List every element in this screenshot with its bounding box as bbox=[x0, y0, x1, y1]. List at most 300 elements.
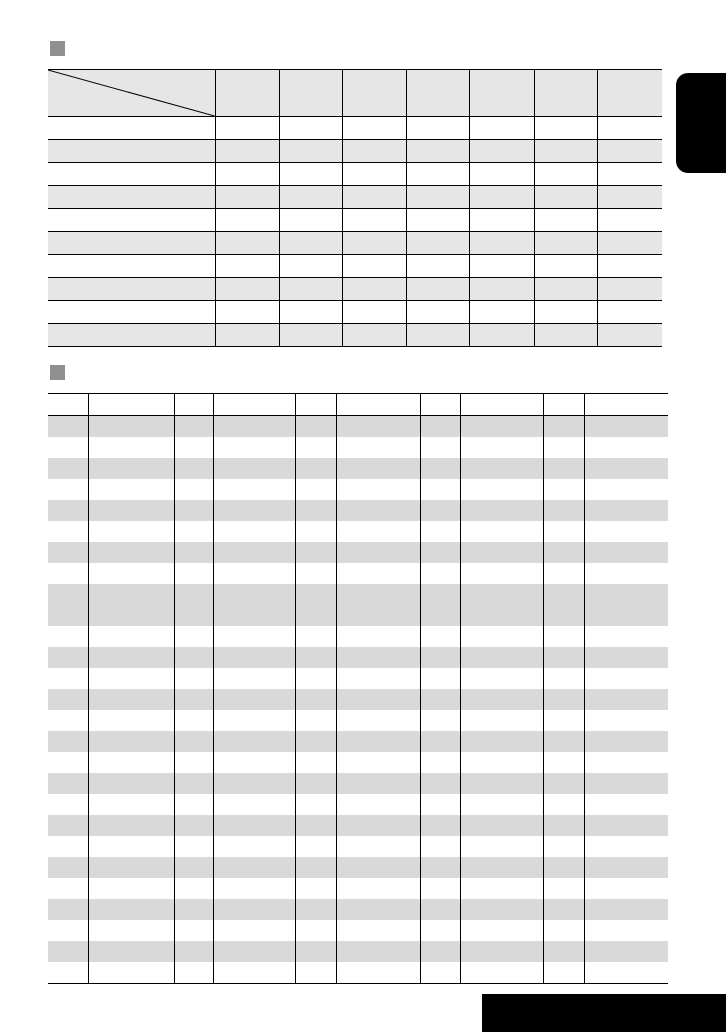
code-table-row bbox=[48, 563, 668, 584]
spec-table-cell bbox=[406, 163, 469, 186]
code-table-cell bbox=[336, 731, 420, 752]
code-table-row bbox=[48, 542, 668, 563]
code-table-cell bbox=[420, 416, 460, 438]
code-table-cell bbox=[174, 458, 213, 479]
code-table-cell bbox=[584, 416, 668, 438]
code-table-cell bbox=[336, 647, 420, 668]
code-table-cell bbox=[584, 731, 668, 752]
code-table-cell bbox=[48, 962, 88, 984]
code-table-cell bbox=[48, 500, 88, 521]
spec-table-cell bbox=[279, 278, 342, 301]
code-table-cell bbox=[88, 773, 174, 794]
code-table-cell bbox=[336, 710, 420, 731]
code-table-cell bbox=[460, 689, 543, 710]
code-table-cell bbox=[336, 962, 420, 984]
code-table-cell bbox=[213, 962, 295, 984]
code-table-cell bbox=[460, 710, 543, 731]
code-table-cell bbox=[584, 689, 668, 710]
code-table-cell bbox=[543, 941, 584, 962]
spec-table-cell bbox=[469, 278, 534, 301]
code-table-cell bbox=[543, 710, 584, 731]
code-table-cell bbox=[584, 815, 668, 836]
code-table-row bbox=[48, 500, 668, 521]
code-table-cell bbox=[88, 458, 174, 479]
code-table-cell bbox=[213, 500, 295, 521]
code-header-cell bbox=[295, 394, 336, 416]
code-table-cell bbox=[88, 479, 174, 500]
code-table-cell bbox=[88, 815, 174, 836]
code-table-cell bbox=[48, 731, 88, 752]
code-table-header bbox=[48, 394, 668, 416]
spec-table-cell bbox=[406, 209, 469, 232]
spec-table-cell bbox=[406, 117, 469, 140]
code-table-cell bbox=[213, 878, 295, 899]
code-table-cell bbox=[174, 647, 213, 668]
code-table-cell bbox=[174, 920, 213, 941]
code-table-cell bbox=[48, 563, 88, 584]
code-table-row bbox=[48, 584, 668, 626]
code-table-cell bbox=[584, 563, 668, 584]
code-table-cell bbox=[48, 710, 88, 731]
spec-table-cell bbox=[342, 209, 406, 232]
spec-table-cell bbox=[279, 140, 342, 163]
code-table-cell bbox=[213, 437, 295, 458]
code-table-cell bbox=[295, 941, 336, 962]
code-table-cell bbox=[336, 584, 420, 626]
code-table-row bbox=[48, 416, 668, 438]
code-table-row bbox=[48, 647, 668, 668]
code-table-row bbox=[48, 752, 668, 773]
spec-table-cell bbox=[597, 117, 662, 140]
code-table-row bbox=[48, 479, 668, 500]
code-table-cell bbox=[460, 668, 543, 689]
code-table-cell bbox=[174, 752, 213, 773]
spec-table-cell bbox=[48, 232, 215, 255]
spec-table-row bbox=[48, 278, 662, 301]
spec-table-cell bbox=[48, 301, 215, 324]
code-table-row bbox=[48, 668, 668, 689]
code-table-cell bbox=[460, 647, 543, 668]
code-table-cell bbox=[460, 416, 543, 438]
code-table-cell bbox=[213, 521, 295, 542]
code-table-cell bbox=[336, 521, 420, 542]
code-table-cell bbox=[543, 857, 584, 878]
code-table-row bbox=[48, 794, 668, 815]
code-table-cell bbox=[584, 626, 668, 647]
spec-table-cell bbox=[534, 117, 597, 140]
spec-table-cell bbox=[406, 278, 469, 301]
code-table-cell bbox=[88, 521, 174, 542]
code-table-cell bbox=[336, 626, 420, 647]
spec-table-cell bbox=[469, 255, 534, 278]
code-table-cell bbox=[48, 836, 88, 857]
spec-table-cell bbox=[48, 117, 215, 140]
code-table-row bbox=[48, 710, 668, 731]
code-table-cell bbox=[174, 626, 213, 647]
code-table-cell bbox=[543, 458, 584, 479]
spec-table-cell bbox=[406, 255, 469, 278]
spec-table-cell bbox=[406, 140, 469, 163]
code-header-cell bbox=[88, 394, 174, 416]
spec-table-cell bbox=[215, 255, 279, 278]
code-table-cell bbox=[48, 941, 88, 962]
code-table-cell bbox=[336, 836, 420, 857]
spec-table-cell bbox=[597, 255, 662, 278]
code-table-cell bbox=[460, 899, 543, 920]
code-table-cell bbox=[213, 668, 295, 689]
code-table-cell bbox=[543, 479, 584, 500]
code-table-cell bbox=[460, 920, 543, 941]
code-table-cell bbox=[295, 584, 336, 626]
code-table-cell bbox=[460, 836, 543, 857]
code-table-cell bbox=[174, 437, 213, 458]
code-table-cell bbox=[213, 920, 295, 941]
code-table-row bbox=[48, 962, 668, 984]
code-table-row bbox=[48, 920, 668, 941]
code-table-row bbox=[48, 941, 668, 962]
code-table-cell bbox=[295, 479, 336, 500]
code-table-cell bbox=[213, 689, 295, 710]
code-table-cell bbox=[543, 584, 584, 626]
code-table-cell bbox=[420, 836, 460, 857]
code-table-cell bbox=[543, 899, 584, 920]
code-table-cell bbox=[174, 584, 213, 626]
code-header-cell bbox=[543, 394, 584, 416]
code-table-cell bbox=[88, 563, 174, 584]
spec-table-cell bbox=[342, 278, 406, 301]
code-table-cell bbox=[336, 899, 420, 920]
code-table-cell bbox=[295, 500, 336, 521]
code-table-cell bbox=[336, 752, 420, 773]
code-table-cell bbox=[420, 752, 460, 773]
code-table-cell bbox=[88, 857, 174, 878]
spec-table-cell bbox=[469, 232, 534, 255]
spec-table-cell bbox=[279, 255, 342, 278]
code-table-cell bbox=[295, 458, 336, 479]
code-table-cell bbox=[174, 941, 213, 962]
code-table-cell bbox=[336, 542, 420, 563]
code-table-cell bbox=[213, 836, 295, 857]
code-table-cell bbox=[420, 710, 460, 731]
code-table-cell bbox=[48, 458, 88, 479]
spec-table-cell bbox=[342, 117, 406, 140]
code-table-cell bbox=[584, 710, 668, 731]
code-table-cell bbox=[295, 731, 336, 752]
code-table-cell bbox=[420, 668, 460, 689]
spec-table-cell bbox=[215, 278, 279, 301]
code-table-cell bbox=[48, 647, 88, 668]
code-table-cell bbox=[420, 689, 460, 710]
spec-table-cell bbox=[279, 232, 342, 255]
spec-table-cell bbox=[342, 232, 406, 255]
code-table-cell bbox=[295, 542, 336, 563]
spec-table-cell bbox=[48, 209, 215, 232]
code-table-cell bbox=[460, 941, 543, 962]
code-table-cell bbox=[295, 899, 336, 920]
code-table-cell bbox=[48, 878, 88, 899]
code-table-cell bbox=[336, 773, 420, 794]
code-table-cell bbox=[584, 500, 668, 521]
code-table-cell bbox=[295, 836, 336, 857]
code-table-cell bbox=[460, 626, 543, 647]
spec-header-cell bbox=[406, 70, 469, 117]
spec-table-row bbox=[48, 301, 662, 324]
code-table-cell bbox=[88, 794, 174, 815]
code-table-cell bbox=[420, 479, 460, 500]
spec-table-cell bbox=[48, 324, 215, 347]
code-table-cell bbox=[88, 752, 174, 773]
code-table-cell bbox=[213, 416, 295, 438]
code-table-cell bbox=[420, 731, 460, 752]
code-table-cell bbox=[460, 878, 543, 899]
code-table-cell bbox=[420, 626, 460, 647]
code-table-cell bbox=[420, 941, 460, 962]
code-table-cell bbox=[420, 815, 460, 836]
code-table-cell bbox=[213, 731, 295, 752]
code-table-cell bbox=[174, 416, 213, 438]
code-table-cell bbox=[336, 563, 420, 584]
spec-table-cell bbox=[534, 255, 597, 278]
spec-table-cell bbox=[534, 232, 597, 255]
code-table-cell bbox=[174, 563, 213, 584]
spec-table-cell bbox=[469, 186, 534, 209]
code-table-cell bbox=[88, 731, 174, 752]
code-table-cell bbox=[584, 521, 668, 542]
spec-table-cell bbox=[48, 255, 215, 278]
language-side-tab bbox=[676, 73, 726, 173]
code-table-cell bbox=[174, 815, 213, 836]
code-table-cell bbox=[336, 416, 420, 438]
code-table-cell bbox=[295, 794, 336, 815]
code-table-cell bbox=[584, 899, 668, 920]
code-table-cell bbox=[584, 920, 668, 941]
code-table-cell bbox=[460, 794, 543, 815]
code-table-cell bbox=[584, 458, 668, 479]
code-table-cell bbox=[48, 668, 88, 689]
code-table-cell bbox=[336, 815, 420, 836]
code-table-cell bbox=[88, 710, 174, 731]
code-table-cell bbox=[48, 479, 88, 500]
spec-table-cell bbox=[48, 186, 215, 209]
spec-table-row bbox=[48, 117, 662, 140]
code-table-cell bbox=[88, 878, 174, 899]
code-table-cell bbox=[295, 962, 336, 984]
spec-table-cell bbox=[279, 301, 342, 324]
code-table-cell bbox=[88, 626, 174, 647]
spec-table-cell bbox=[215, 232, 279, 255]
code-table-cell bbox=[460, 542, 543, 563]
code-table-cell bbox=[460, 815, 543, 836]
code-table-cell bbox=[48, 773, 88, 794]
spec-table-cell bbox=[215, 301, 279, 324]
code-table-cell bbox=[213, 458, 295, 479]
code-table-cell bbox=[420, 437, 460, 458]
code-table-cell bbox=[88, 689, 174, 710]
code-table-row bbox=[48, 731, 668, 752]
code-table-cell bbox=[48, 542, 88, 563]
spec-table-cell bbox=[469, 140, 534, 163]
code-table-cell bbox=[543, 500, 584, 521]
code-table-cell bbox=[584, 773, 668, 794]
code-table-row bbox=[48, 815, 668, 836]
spec-table-cell bbox=[406, 324, 469, 347]
spec-table-cell bbox=[215, 163, 279, 186]
spec-table-cell bbox=[342, 140, 406, 163]
code-table-cell bbox=[48, 521, 88, 542]
code-table-cell bbox=[543, 815, 584, 836]
spec-header-cell bbox=[215, 70, 279, 117]
code-table-cell bbox=[295, 521, 336, 542]
code-table-cell bbox=[88, 647, 174, 668]
code-table-cell bbox=[584, 857, 668, 878]
code-table-cell bbox=[543, 731, 584, 752]
spec-table-cell bbox=[597, 324, 662, 347]
code-table-cell bbox=[460, 731, 543, 752]
spec-table-cell bbox=[597, 301, 662, 324]
code-table-cell bbox=[420, 773, 460, 794]
spec-table-cell bbox=[279, 209, 342, 232]
spec-table-cell bbox=[406, 232, 469, 255]
code-table-cell bbox=[295, 710, 336, 731]
code-table-cell bbox=[174, 542, 213, 563]
code-table-cell bbox=[336, 794, 420, 815]
spec-table-row bbox=[48, 324, 662, 347]
code-table-cell bbox=[48, 815, 88, 836]
code-header-cell bbox=[213, 394, 295, 416]
code-table-cell bbox=[543, 689, 584, 710]
code-table-cell bbox=[336, 920, 420, 941]
code-table-cell bbox=[295, 563, 336, 584]
spec-table-cell bbox=[48, 140, 215, 163]
code-table-cell bbox=[213, 563, 295, 584]
code-header-cell bbox=[460, 394, 543, 416]
spec-header-cell bbox=[279, 70, 342, 117]
code-table-cell bbox=[295, 668, 336, 689]
code-table-cell bbox=[460, 584, 543, 626]
code-table-cell bbox=[213, 941, 295, 962]
spec-table-cell bbox=[279, 117, 342, 140]
code-table-cell bbox=[420, 857, 460, 878]
spec-table-cell bbox=[48, 163, 215, 186]
spec-table-cell bbox=[534, 278, 597, 301]
code-table-cell bbox=[213, 752, 295, 773]
code-table-cell bbox=[48, 689, 88, 710]
spec-table-cell bbox=[534, 301, 597, 324]
page-number-tab bbox=[482, 994, 726, 1032]
spec-table-cell bbox=[215, 209, 279, 232]
spec-table-row bbox=[48, 163, 662, 186]
code-table-cell bbox=[88, 500, 174, 521]
spec-table-row bbox=[48, 232, 662, 255]
code-table-cell bbox=[88, 899, 174, 920]
spec-header-cell bbox=[597, 70, 662, 117]
code-table-cell bbox=[584, 962, 668, 984]
spec-table-cell bbox=[279, 163, 342, 186]
spec-table-cell bbox=[215, 117, 279, 140]
code-table-cell bbox=[584, 668, 668, 689]
code-table-cell bbox=[174, 479, 213, 500]
code-table-cell bbox=[48, 416, 88, 438]
code-table-cell bbox=[584, 542, 668, 563]
code-table-cell bbox=[88, 962, 174, 984]
spec-table-cell bbox=[342, 186, 406, 209]
code-table-cell bbox=[174, 899, 213, 920]
code-table-cell bbox=[543, 563, 584, 584]
code-table-cell bbox=[295, 647, 336, 668]
spec-header-cell bbox=[534, 70, 597, 117]
code-table-cell bbox=[460, 458, 543, 479]
code-table-cell bbox=[213, 794, 295, 815]
code-table-row bbox=[48, 437, 668, 458]
code-table-cell bbox=[295, 878, 336, 899]
spec-header-corner-cell bbox=[48, 70, 215, 117]
code-table-cell bbox=[88, 416, 174, 438]
code-table-cell bbox=[213, 773, 295, 794]
code-table-cell bbox=[213, 479, 295, 500]
code-table-cell bbox=[213, 899, 295, 920]
spec-table-cell bbox=[597, 140, 662, 163]
code-table bbox=[48, 393, 668, 984]
code-table-cell bbox=[460, 521, 543, 542]
code-table-row bbox=[48, 626, 668, 647]
code-table-row bbox=[48, 899, 668, 920]
code-table-cell bbox=[48, 794, 88, 815]
spec-table-row bbox=[48, 140, 662, 163]
code-table-cell bbox=[48, 899, 88, 920]
code-table-cell bbox=[420, 647, 460, 668]
code-table-cell bbox=[336, 668, 420, 689]
code-table-cell bbox=[48, 857, 88, 878]
code-table-cell bbox=[584, 794, 668, 815]
code-table-cell bbox=[174, 731, 213, 752]
code-table-cell bbox=[295, 920, 336, 941]
code-table-cell bbox=[174, 878, 213, 899]
spec-table-cell bbox=[215, 324, 279, 347]
spec-table-cell bbox=[279, 324, 342, 347]
code-header-cell bbox=[336, 394, 420, 416]
spec-table-cell bbox=[48, 278, 215, 301]
spec-table-cell bbox=[469, 301, 534, 324]
spec-table-cell bbox=[469, 163, 534, 186]
code-header-cell bbox=[174, 394, 213, 416]
code-table-cell bbox=[543, 920, 584, 941]
spec-table-row bbox=[48, 186, 662, 209]
code-table-cell bbox=[543, 647, 584, 668]
spec-table-cell bbox=[469, 117, 534, 140]
spec-table-cell bbox=[342, 324, 406, 347]
code-table-cell bbox=[460, 500, 543, 521]
code-table-cell bbox=[88, 941, 174, 962]
spec-table-cell bbox=[406, 301, 469, 324]
code-table-cell bbox=[88, 668, 174, 689]
code-table-cell bbox=[420, 500, 460, 521]
code-table-cell bbox=[460, 773, 543, 794]
code-table-cell bbox=[584, 941, 668, 962]
code-table-cell bbox=[336, 941, 420, 962]
code-table-cell bbox=[584, 647, 668, 668]
code-table-cell bbox=[543, 416, 584, 438]
spec-header-cell bbox=[342, 70, 406, 117]
code-table-cell bbox=[420, 521, 460, 542]
code-table-cell bbox=[336, 479, 420, 500]
code-header-cell bbox=[584, 394, 668, 416]
code-table-cell bbox=[295, 626, 336, 647]
spec-table-cell bbox=[469, 209, 534, 232]
code-table-row bbox=[48, 878, 668, 899]
code-table-cell bbox=[420, 899, 460, 920]
code-table-cell bbox=[174, 710, 213, 731]
code-table-cell bbox=[295, 815, 336, 836]
